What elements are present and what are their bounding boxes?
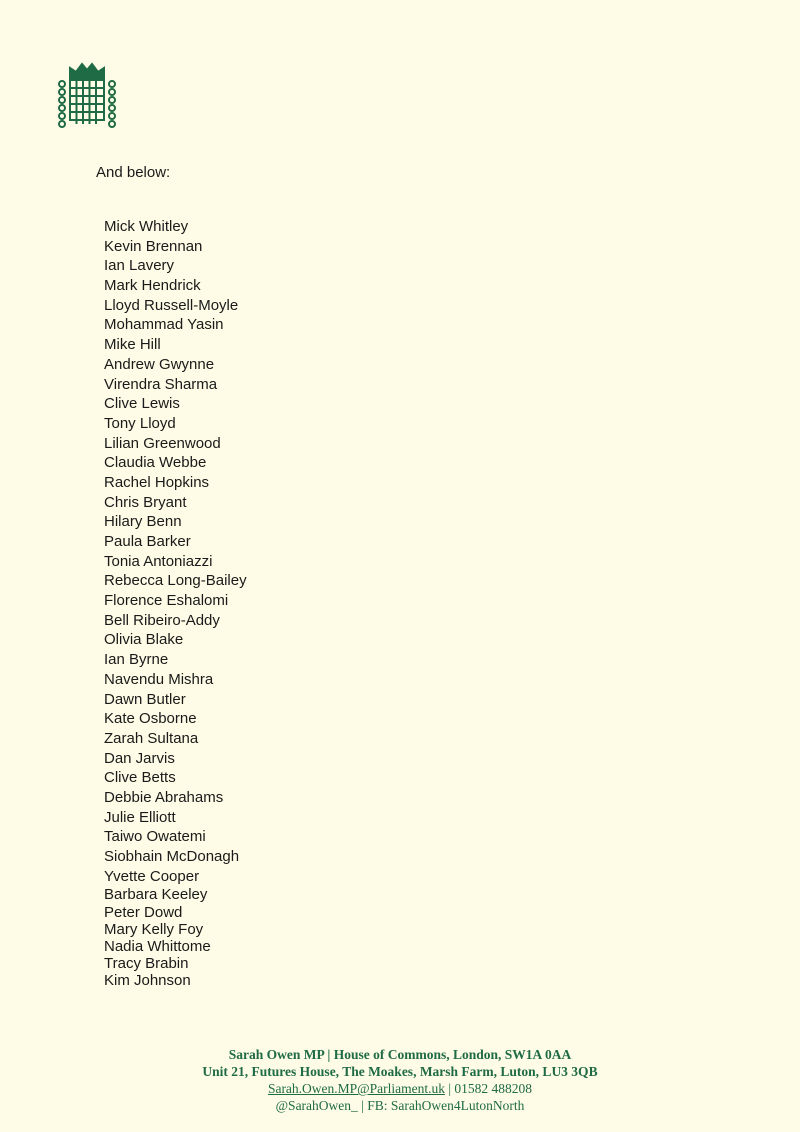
list-item: Zarah Sultana (104, 729, 199, 747)
list-item: Florence Eshalomi (104, 592, 229, 610)
footer-social-line: @SarahOwen_ | FB: SarahOwen4LutonNorth (275, 1098, 525, 1113)
list-item: Lilian Greenwood (104, 434, 221, 452)
list-item: Kate Osborne (104, 710, 197, 728)
list-item: Nadia Whittome (104, 937, 211, 955)
list-item: Ian Lavery (104, 257, 175, 275)
list-item: Dan Jarvis (104, 749, 175, 767)
list-item: Kevin Brennan (104, 237, 203, 255)
list-item: Chris Bryant (104, 493, 187, 511)
list-item: Tony Lloyd (104, 414, 176, 432)
list-item: Dawn Butler (104, 690, 186, 708)
list-item: Tracy Brabin (104, 955, 189, 973)
list-item: Barbara Keeley (104, 886, 208, 904)
list-item: Tonia Antoniazzi (104, 552, 213, 570)
list-item: Rebecca Long-Bailey (104, 572, 247, 590)
list-item: Ian Byrne (104, 651, 169, 669)
list-item: Kim Johnson (104, 972, 191, 990)
list-item: Siobhain McDonagh (104, 848, 240, 865)
list-item: Virendra Sharma (104, 375, 218, 393)
list-item: Hilary Benn (104, 513, 182, 531)
list-item: Lloyd Russell-Moyle (104, 296, 239, 314)
list-item: Mike Hill (104, 336, 161, 354)
list-item: Bell Ribeiro-Addy (104, 611, 220, 629)
portcullis-logo (56, 56, 118, 128)
list-item: Debbie Abrahams (104, 788, 224, 806)
letterhead-footer (0, 1046, 800, 1114)
intro-text: And below: (96, 164, 171, 181)
email-link[interactable]: Sarah.Owen.MP@Parliament.uk (267, 1081, 445, 1096)
list-item: Mark Hendrick (104, 277, 201, 295)
list-item: Mohammad Yasin (104, 316, 224, 334)
list-item: Yvette Cooper (104, 867, 200, 885)
signatory-list (104, 217, 247, 990)
footer-constituency-line: Unit 21, Futures House, The Moakes, Marsh Farm, Luton, LU3 3QB (202, 1064, 598, 1079)
list-item: Olivia Blake (104, 631, 184, 649)
footer-contact-line (0, 1080, 800, 1097)
list-item: Claudia Webbe (104, 454, 207, 472)
list-item: Mick Whitley (104, 218, 189, 235)
phone-number: | 01582 488208 (444, 1081, 533, 1096)
list-item: Paula Barker (104, 533, 191, 550)
list-item: Rachel Hopkins (104, 473, 210, 491)
list-item: Taiwo Owatemi (104, 828, 206, 846)
list-item: Andrew Gwynne (104, 355, 215, 373)
list-item: Julie Elliott (104, 808, 176, 826)
footer-address-line: Sarah Owen MP | House of Commons, London, SW1A 0AA (228, 1047, 572, 1062)
list-item: Mary Kelly Foy (104, 920, 204, 938)
list-item: Clive Lewis (104, 395, 180, 413)
list-item: Peter Dowd (104, 903, 183, 921)
list-item: Navendu Mishra (104, 670, 214, 688)
list-item: Clive Betts (104, 769, 176, 787)
